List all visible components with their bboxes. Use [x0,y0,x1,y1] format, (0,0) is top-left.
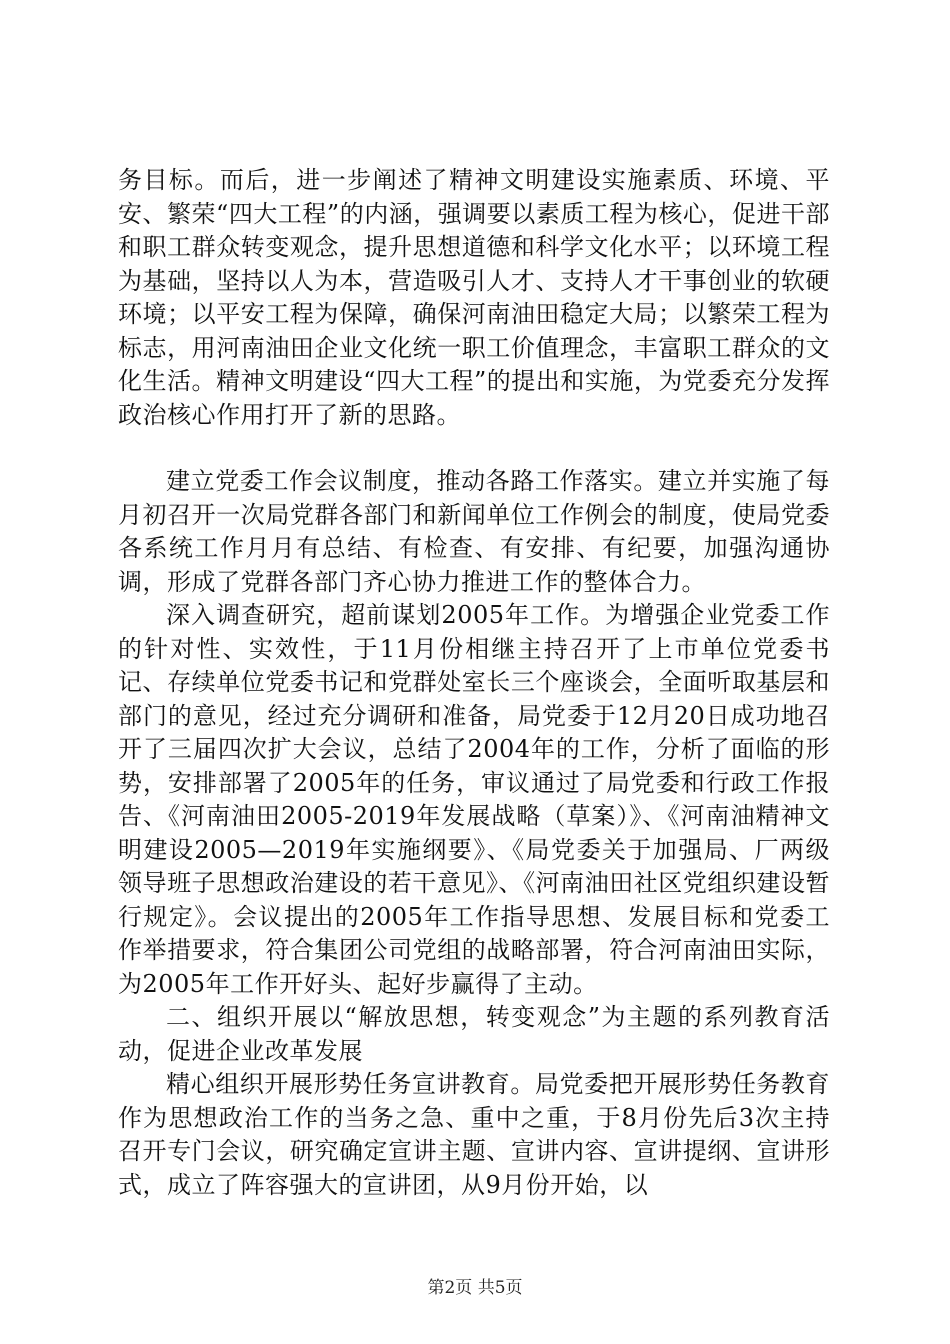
paragraph-research-planning: 深入调查研究，超前谋划2005年工作。为增强企业党委工作的针对性、实效性，于11月份相继主持召开了上市单位党委书记、存续单位党委书记和党群处室长三个座谈会，全面听取基层和部门的意见，经过充分调研和准备，局党委于12月20日成功地召开了三届四次扩大会议，总结了2004年的工作，分析了面临的形势，安排部署了2005年的任务，审议通过了局党委和行政工作报告、《河南油田2005-2019年发展战略（草案）》、《河南油精神文明建设2005—2019年实施纲要》、《局党委关于加强局、厂两级领导班子思想政治建设的若干意见》、《河南油田社区党组织建设暂行规定》。会议提出的2005年工作指导思想、发展目标和党委工作举措要求，符合集团公司党组的战略部署，符合河南油田实际，为2005年工作开好头、起好步赢得了主动。 [118,601,830,998]
paragraph-situation-education: 精心组织开展形势任务宣讲教育。局党委把开展形势任务教育作为思想政治工作的当务之急、重中之重，于8月份先后3次主持召开专门会议，研究确定宣讲主题、宣讲内容、宣讲提纲、宣讲形式，成立了阵容强大的宣讲团，从9月份开始，以 [118,1070,830,1199]
paragraph-party-meeting-system: 建立党委工作会议制度，推动各路工作落实。建立并实施了每月初召开一次局党群各部门和新闻单位工作例会的制度，使局党委各系统工作月月有总结、有检查、有安排、有纪要，加强沟通协调，形成了党群各部门齐心协力推进工作的整体合力。 [118,467,830,596]
document-body [118,164,830,1202]
page-number-footer: 第2页 共5页 [427,1278,523,1298]
section-heading-education-activities: 二、组织开展以“解放思想，转变观念”为主题的系列教育活动，促进企业改革发展 [118,1003,830,1065]
paragraph-continuation: 务目标。而后，进一步阐述了精神文明建设实施素质、环境、平安、繁荣“四大工程”的内涵，强调要以素质工程为核心，促进干部和职工群众转变观念，提升思想道德和科学文化水平；以环境工程为基础，坚持以人为本，营造吸引人才、支持人才干事创业的软硬环境；以平安工程为保障，确保河南油田稳定大局；以繁荣工程为标志，用河南油田企业文化统一职工价值理念，丰富职工群众的文化生活。精神文明建设“四大工程”的提出和实施，为党委充分发挥政治核心作用打开了新的思路。 [118,166,830,429]
